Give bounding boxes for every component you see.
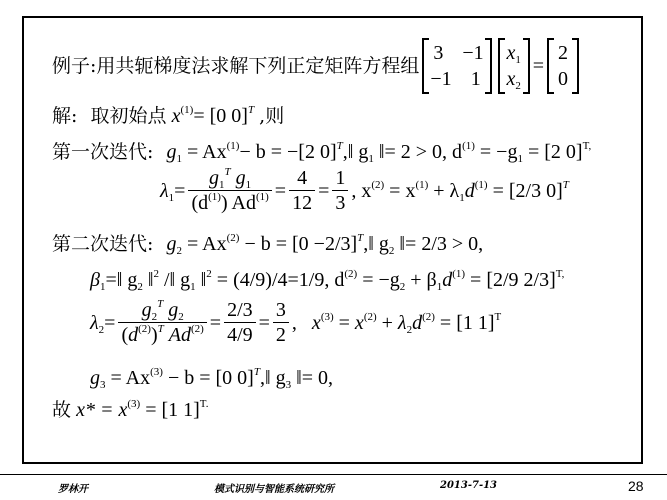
beta-text6: = −g <box>357 269 400 291</box>
beta-1-line: $\beta_1=‖$ $g_2$ ‖$^2$ /‖ $g_1$ ‖$^2$ = (4/9)/4=1/9, $d^{(2)} = -g_2 + \beta_1d^{(1)} = [2/9$ 2/3]$^{T,}$ <box>90 268 565 293</box>
lambda-1-eq2: = <box>318 179 330 202</box>
iteration-1-label: 第一次迭代: <box>52 141 154 163</box>
a22: 1 <box>470 68 481 90</box>
a11: 3 <box>433 42 444 64</box>
d1-rest: = −g <box>474 141 518 163</box>
b1: 2 <box>557 42 568 64</box>
g3-line: $g_3 = Ax^{(3)} - b = [0$ 0]$^T$,‖ $g_3$ ‖= 0, <box>90 366 333 391</box>
iteration-2-label: 第二次迭代: <box>52 233 154 255</box>
x1-sub: 1 <box>515 54 521 66</box>
x2-value: = [2/3 0] <box>487 179 563 202</box>
g2-norm: ,‖ g <box>363 233 389 255</box>
x1-value: = [0 0] <box>193 105 248 127</box>
x3-value: = [1 1] <box>434 311 495 334</box>
b2: 0 <box>557 68 568 90</box>
g1-rest: − b = −[2 0] <box>239 141 337 163</box>
lambda-1-value-fraction <box>289 168 315 213</box>
problem-line <box>52 36 582 96</box>
g1-norm: ,‖ g <box>342 141 369 163</box>
conclusion-label: 故 <box>52 399 72 421</box>
x2-sub: 2 <box>515 80 521 92</box>
g2-norm-rest: ‖= 2/3 > 0, <box>394 233 484 255</box>
equals-sign: = <box>532 55 544 77</box>
one: 1 <box>332 168 348 191</box>
d-denominator: (d <box>191 192 209 214</box>
three: 3 <box>273 300 289 323</box>
lambda-2-simplified <box>273 300 289 345</box>
footer-date: 2013-7-13 <box>440 480 498 491</box>
conclusion-line: 故 $x* = x^{(3)} = [1$ 1]$^{T.}$ <box>52 398 209 421</box>
lambda-1: λ <box>160 179 169 202</box>
four: 4 <box>289 168 315 191</box>
lambda-1-simplified <box>332 168 348 213</box>
beta-text8: d <box>442 269 453 291</box>
solution-tail: ,则 <box>259 105 285 127</box>
beta-text5: = (4/9)/4=1/9, d <box>211 269 345 291</box>
g2-expr: = Ax <box>187 233 227 255</box>
x1: x <box>506 42 516 64</box>
x2: x <box>506 68 516 90</box>
solution-line: 解: 取初始点 $x^{(1)}= [0$ 0]$^T$ ,则 <box>52 104 285 127</box>
vector-x <box>498 38 530 94</box>
solution-text: 取初始点 <box>90 105 167 127</box>
footer-divider <box>0 474 667 475</box>
g2-rest: − b = [0 −2/3] <box>239 233 358 255</box>
d1-value: = [2 0] <box>522 141 583 163</box>
transpose-1: T <box>247 104 255 116</box>
x2-rest: = x <box>384 179 416 202</box>
problem-intro: 例子:用共轭梯度法求解下列正定矩阵方程组 <box>52 54 420 77</box>
two: 2 <box>275 324 286 346</box>
matrix-a <box>422 38 491 94</box>
beta-text4: ‖ <box>195 269 207 291</box>
three: 3 <box>335 192 346 214</box>
beta-text7: + β <box>405 269 437 291</box>
g3-text: = Ax <box>105 367 151 389</box>
twelve: 12 <box>292 192 313 214</box>
footer-course: 模式识别与智能系统研究所 <box>214 484 334 495</box>
beta-text1: =‖ g <box>105 269 138 291</box>
x2-label: , x <box>351 179 372 202</box>
lambda-2-fraction: $\frac{g_2^T g_2}{(d^{(2)})^T Ad^{(2)}}$ <box>118 300 206 345</box>
beta-text3: /‖ g <box>159 269 191 291</box>
x2-d: d <box>464 179 475 202</box>
g1-norm-rest: ‖= 2 > 0, d <box>373 141 463 163</box>
a12: −1 <box>462 42 484 64</box>
lambda-2-line: $\lambda_2=$ $\frac{g_2^T g_2}{(d^{(2)})^T Ad^{(2)}}$ = $\frac{2/3}{4/9}$ = $\frac{3}{2}$ , $x^{(3)} = x^{(2)} + \lambda_2d^{(2)} = [1$ 1]$^T$ <box>90 298 502 346</box>
conclusion-value: = [1 1] <box>140 399 200 421</box>
lambda-1-fraction: $\frac{g_1^T g_1}{(d^{(1)}) Ad^{(1)}}$ <box>188 168 271 213</box>
lambda-2-value-fraction <box>224 300 256 345</box>
g1-expr: = Ax <box>187 141 227 163</box>
conclusion-tail: T. <box>199 398 209 410</box>
vector-b <box>547 38 579 94</box>
iteration-1-line: 第一次迭代: $g_1 = Ax^{(1)}- b = -[2$ 0]$^T$,‖ $g_1$ ‖= 2 > 0, $d^{(1)} = -g_1 = [2$ 0]$^{T,}$ <box>52 140 592 165</box>
iteration-2-line: 第二次迭代: $g_2 = Ax^{(2)} - b = [0$ $-2/3]^T,‖$ $g_2$ ‖= 2/3 > 0, <box>52 232 484 257</box>
beta-text2: ‖ <box>142 269 154 291</box>
g3-norm-rest: ‖= 0, <box>291 367 333 389</box>
lambda-1-eq1: = <box>274 179 287 202</box>
ad-denominator: ) Ad <box>220 192 256 214</box>
transpose-2: T, <box>582 140 592 152</box>
beta-tail: T, <box>555 268 565 280</box>
x2-plus: + λ <box>428 179 460 202</box>
conclusion-expr: x* = x <box>76 399 128 421</box>
page-number: 28 <box>628 478 644 494</box>
g-numerator: g <box>209 167 220 189</box>
solution-label: 解: <box>52 105 78 127</box>
lambda-1-line: $\lambda_1=$ $\frac{g_1^T g_1}{(d^{(1)}) Ad^{(1)}}$ = $\frac{4}{12}$ = $\frac{1}{3}$ , $x^{(2)} = x^{(1)} + \lambda_1d^{(1)} = [2/3$ 0]$^T$ <box>160 166 569 214</box>
g3-rest: − b = [0 0] <box>162 367 254 389</box>
footer-author: 罗林开 <box>58 484 88 495</box>
two-thirds: 2/3 <box>224 300 256 323</box>
four-ninths: 4/9 <box>227 324 253 346</box>
beta-text9: = [2/9 2/3] <box>465 269 556 291</box>
a21: −1 <box>430 68 452 90</box>
g3-norm: ,‖ g <box>259 367 286 389</box>
